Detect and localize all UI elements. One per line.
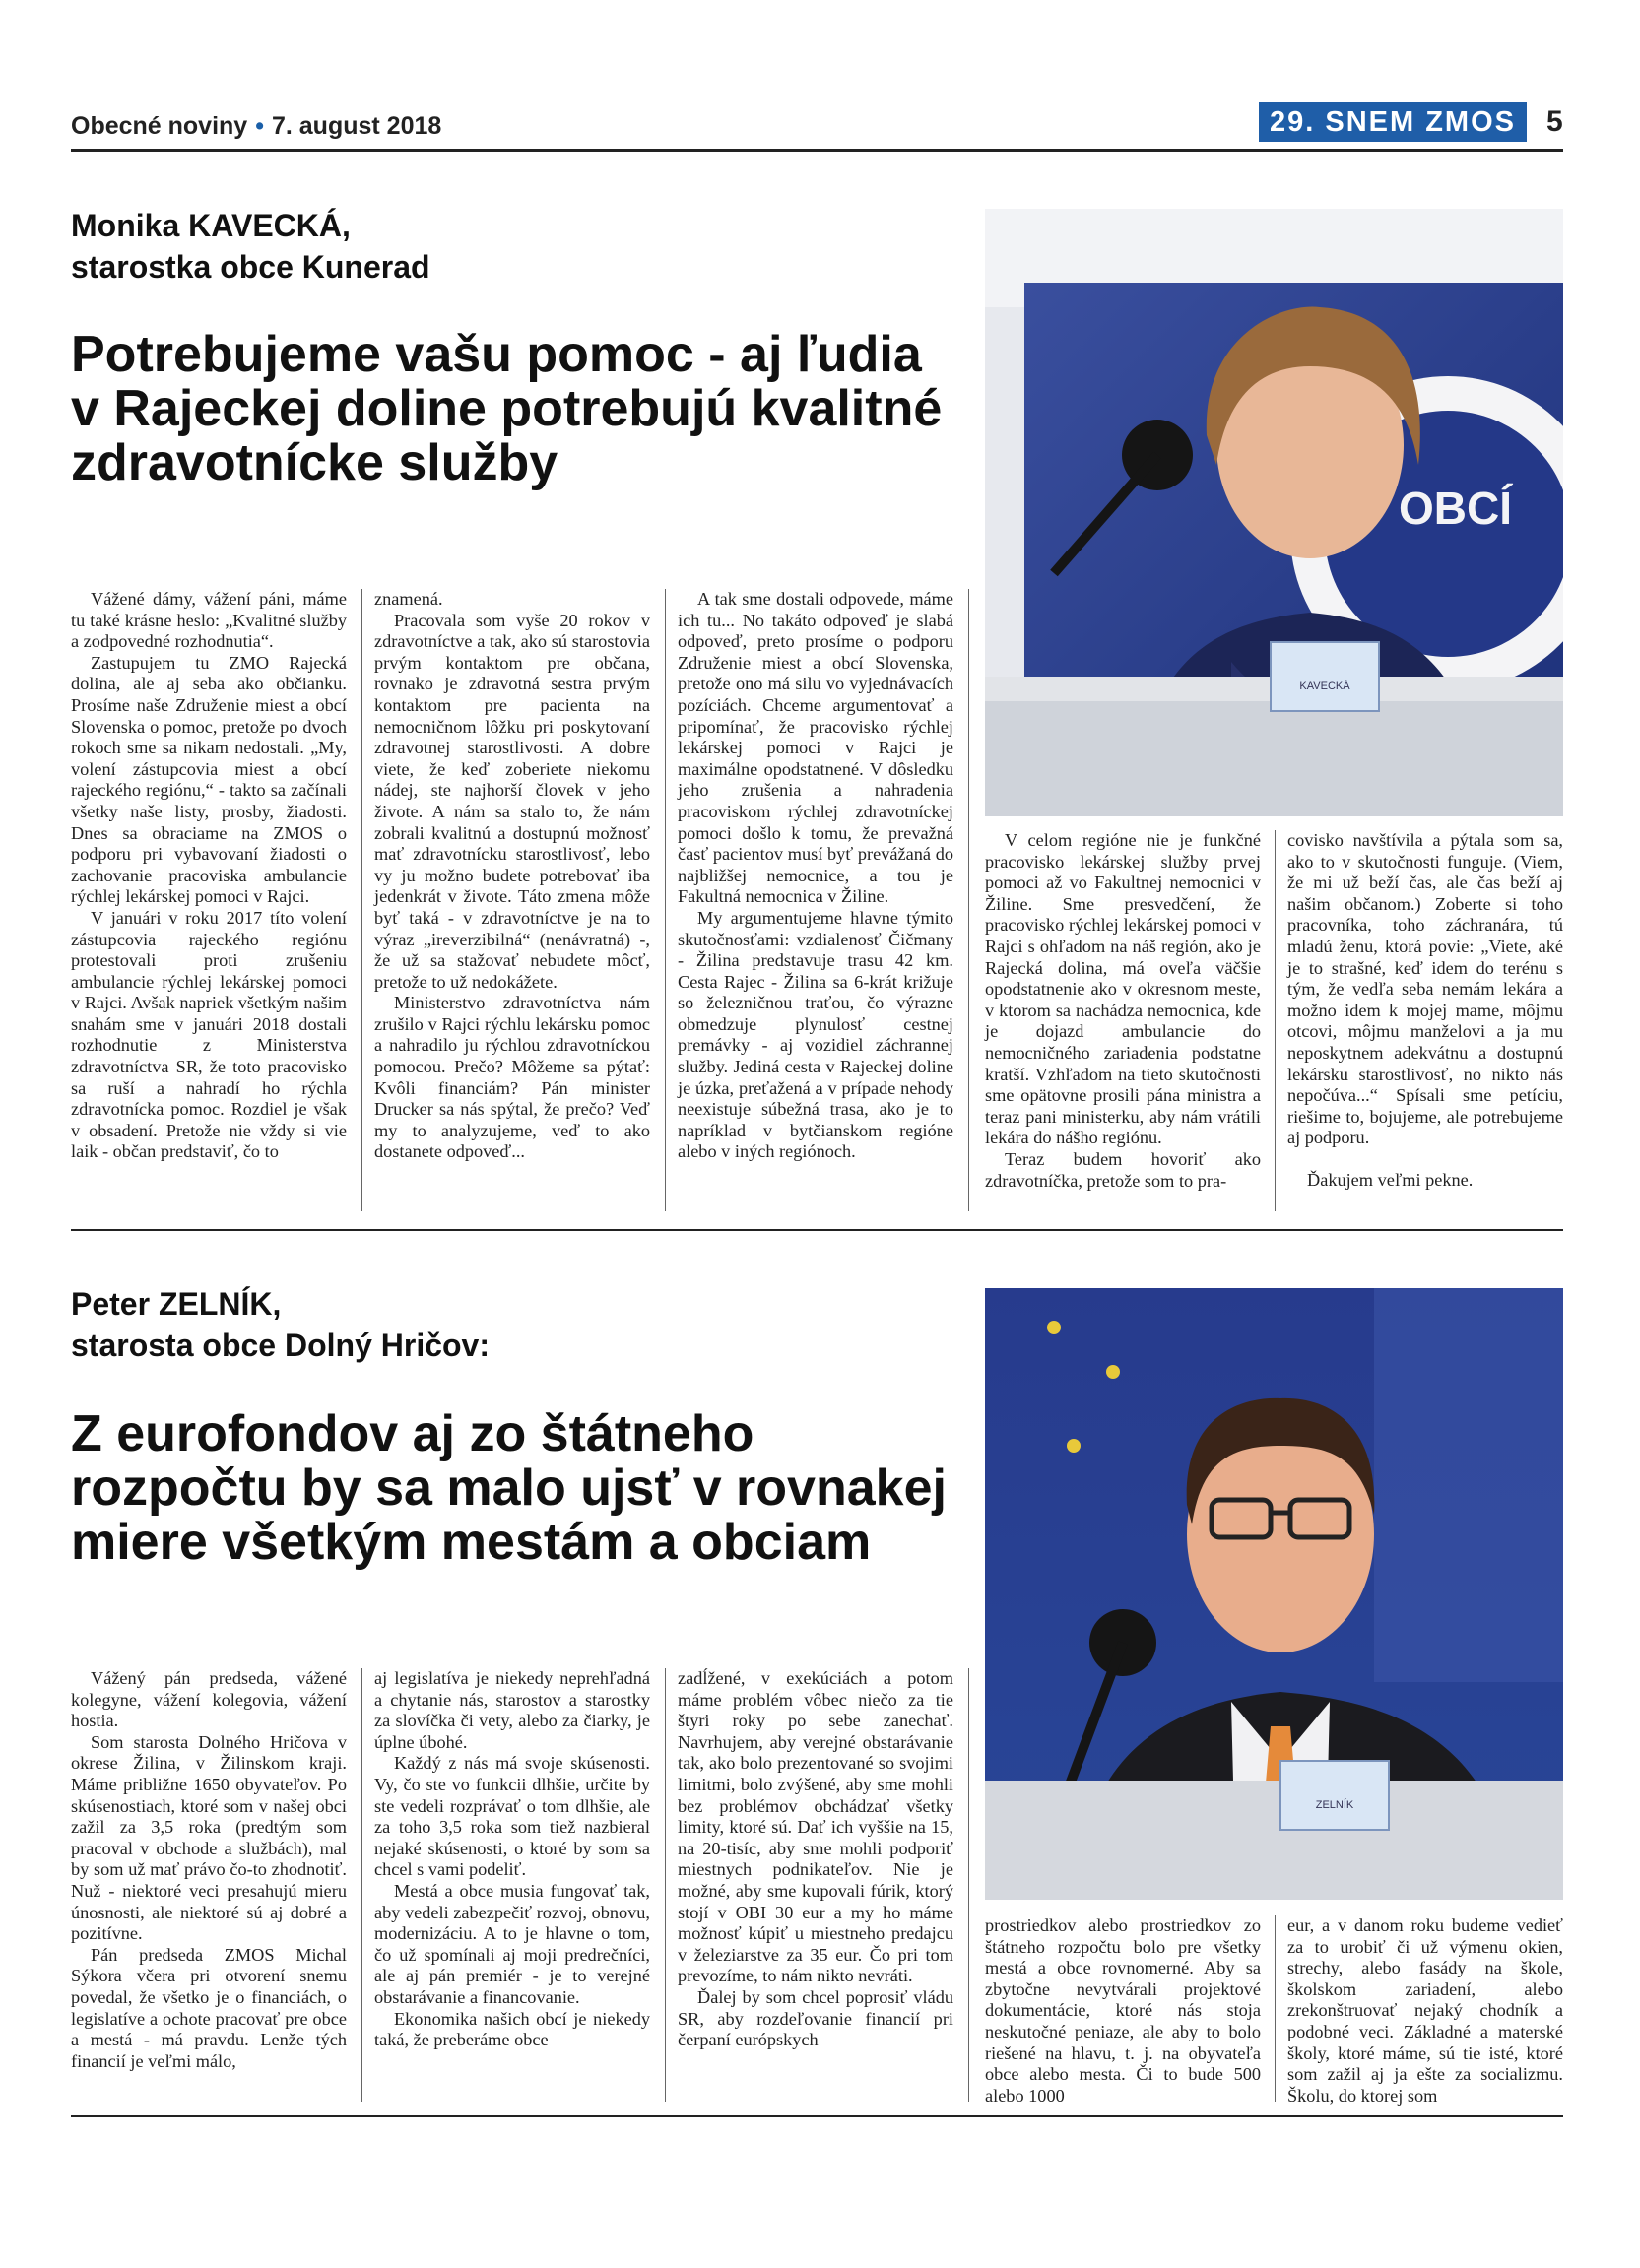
column-divider — [1275, 830, 1276, 1211]
article2-author — [71, 1283, 490, 1366]
article1-paragraph: V celom regióne nie je funkčné pracovisko lekárskej služby prvej pomoci až vo Fakultnej nemocnici v Žiline. Sme presvedčení, že pracovisko rýchlej lekárskej pomoci v Rajci s ohľadom na náš región, ako je Rajecká dolina, má oveľa väčšie opodstatnenie ako v okresnom meste, v ktorom sa nachádza nemocnica, kde je dojazd ambulancie do nemocničného zariadenia podstatne kratší. Vzhľadom na tieto skutočnosti sme opätovne prosili pána ministra a teraz pani ministerku, aby nám vrátili lekára do nášho regiónu. — [985, 830, 1261, 1148]
column-divider — [665, 589, 666, 1211]
article2-paragraph: Pán predseda ZMOS Michal Sýkora včera pri otvorení snemu povedal, že všetko je o financiách, o legislatíve a ochote pracovať pre obce a mestá - má pravdu. Lenže tých financií je veľmi málo, — [71, 1944, 347, 2071]
photo1-name-badge: KAVECKÁ — [1299, 680, 1350, 692]
page-header — [71, 112, 441, 141]
article2-paragraph: Každý z nás má svoje skúsenosti. Vy, čo ste vo funkcii dlhšie, určite by ste vedeli rozprávať o tom dlhšie, ale za toho 3,5 roka som tiež nazbieral nejaké skúsenosti, o ktoré by som sa chcel s vami podeliť. — [374, 1753, 650, 1880]
article2-paragraph: Vážený pán predseda, vážené kolegyne, vážení kolegovia, vážení hostia. — [71, 1668, 347, 1731]
article1-paragraph: znamená. — [374, 589, 443, 609]
article1-paragraph: Teraz budem hovoriť ako zdravotníčka, pretože som to pra- — [985, 1148, 1261, 1191]
article1-paragraph: Zastupujem tu ZMO Rajecká dolina, ale aj seba ako občianku. Prosíme naše Združenie miest a obcí Slovenska o pomoc, pretože po dvoch rokoch sme sa nikam nedostali. „My, volení zástupcovia miest a obcí rajeckého regiónu,“ - takto sa začínali všetky naše listy, prosby, žiadosti. Dnes sa obraciame na ZMOS o podporu pri vybavovaní žiadosti o zachovanie pracoviska ambulancie rýchlej lekárskej pomoci v Rajci. — [71, 652, 347, 907]
column-divider — [665, 1668, 666, 2102]
article1-headline: Potrebujeme vašu pomoc - aj ľudia v Rajeckej doline potrebujú kvalitné zdravotnícke služby — [71, 326, 943, 491]
article2-author-name: Peter ZELNÍK, — [71, 1286, 282, 1322]
svg-text:OBCÍ: OBCÍ — [1399, 483, 1512, 534]
article1-paragraph: covisko navštívila a pýtala som sa, ako to v skutočnosti funguje. (Viem, že mi už beží čas, ale čas beží aj našim občanom.) Zoberte si toho pracovníka, toho záchranára, tú mladú ženu, ktorá povie: „Viete, aké je to strašné, keď idem do terénu s tým, že vedľa seba nemám lekára a možno idem k mojej mame, môjmu otcovi, môjmu manželovi a ja mu neposkytnem adekvátnu a dostupnú lekársku starostlivosť, no nikto nás nepočúva...“ Spísali sme petíciu, riešime to, bojujeme, ale potrebujeme aj podporu. — [1287, 830, 1563, 1148]
issue-date: 7. august 2018 — [271, 112, 442, 140]
article2-paragraph: Som starosta Dolného Hričova v okrese Žilina, v Žilinskom kraji. Máme približne 1650 obyvateľov. Po skúsenostiach, ktoré som v našej obci zažil za 3,5 roka (predtým som pracoval v obchode a službách), mal by som už mať právo čo-to zhodnotiť. Nuž - niektoré veci presahujú mieru únosnosti, ale niektoré sú aj dobré a pozitívne. — [71, 1731, 347, 1944]
article1-paragraph: V januári v roku 2017 títo volení zástupcovia rajeckého regiónu protestovali proti zrušeniu ambulancie rýchlej lekárskej pomoci v Rajci. Avšak napriek všetkým našim snahám sme v januári 2018 dostali rozhodnutie z Ministerstva zdravotníctva SR, že toto pracovisko sa ruší a nahradí ho rýchla zdravotnícka pomoc. Rozdiel je však v obsadení. Pretože nie vždy si vie laik - občan predstaviť, čo to — [71, 907, 347, 1162]
article1-paragraph: Pracovala som vyše 20 rokov v zdravotníctve a tak, ako sú starostovia prvým kontaktom pre občana, rovnako je zdravotná sestra prvým kontaktom pre pacienta na nemocničnom lôžku pri poskytovaní zdravotnej starostlivosti. A dobre viete, že keď zoberiete niekomu nádej, ste najhorší človek v jeho živote. A nám sa stalo to, že nám zobrali kvalitnú a dostupnú možnosť mať zdravotnícku starostlivosť, lebo vy ju možno budete potrebovať iba jedenkrát v živote. Táto zmena môže byť taká - v zdravotníctve je na to výraz „ireverzibilná“ (nenávratná) -, že už sa stažovať nebudete môcť, pretože to už nedokážete. — [374, 610, 650, 992]
article2-author-role: starosta obce Dolný Hričov: — [71, 1328, 490, 1363]
article2-paragraph: Ekonomika našich obcí je niekedy taká, že preberáme obce — [374, 2008, 650, 2050]
article1-paragraph: My argumentujeme hlavne týmito skutočnosťami: vzdialenosť Čičmany - Žilina predstavuje trasu 42 km. Cesta Rajec - Žilina sa 6-krát križuje so železničnou traťou, čo výrazne obmedzuje plynulosť cestnej premávky - aj vozidiel záchrannej služby. Jediná cesta v Rajeckej doline je úzka, preťažená a v prípade nehody neexistuje súbežná trasa, ako je to napríklad v bytčianskom regióne alebo v iných regiónoch. — [678, 907, 953, 1162]
article2-paragraph: Ďalej by som chcel poprosiť vládu SR, aby rozdeľovanie financií pri čerpaní európskych — [678, 1986, 953, 2050]
article2-paragraph: Mestá a obce musia fungovať tak, aby vedeli zabezpečiť rozvoj, obnovu, modernizáciu. A to je hlavne o tom, čo už spomínali aj moji predrečníci, ale aj pán premiér - je to verejné obstarávanie a financovanie. — [374, 1880, 650, 2007]
article1-column-1 — [71, 589, 347, 1163]
column-divider — [968, 589, 969, 1211]
column-divider — [1275, 1915, 1276, 2102]
header-separator: • — [255, 112, 264, 140]
article1-column-5 — [1287, 830, 1563, 1192]
article1-column-3 — [678, 589, 953, 1163]
header-rule — [71, 149, 1563, 152]
article2-paragraph: eur, a v danom roku budeme vedieť za to urobiť či už výmenu okien, strechy, alebo fasády na škole, školskom zariadení, alebo zrekonštruovať nejaký chodník a podobné veci. Základné a materské školy, ktoré máme, sú tie isté, ktoré som zažil aj ja ešte za socializmu. Školu, do ktorej som — [1287, 1915, 1563, 2106]
article2-paragraph: prostriedkov alebo prostriedkov zo štátneho rozpočtu bolo pre všetky mestá a obce rovnomerné. Aby sa zbytočne nevytvárali projektové dokumentácie, ktoré nás stoja neskutočné peniaze, ale aby to bolo riešené na hlavu, t. j. na obyvateľa obce alebo mesta. Či to bude 500 alebo 1000 — [985, 1915, 1261, 2106]
article2-headline: Z eurofondov aj zo štátneho rozpočtu by sa malo ujsť v rovnakej miere všetkým mestám a obciam — [71, 1405, 947, 1571]
footer-rule — [71, 2115, 1563, 2117]
article2-column-5 — [1287, 1915, 1563, 2106]
speaker-woman-image — [985, 209, 1563, 816]
article-separator — [71, 1229, 1563, 1231]
column-divider — [968, 1668, 969, 2102]
article2-column-2 — [374, 1668, 650, 2051]
speaker-man-image — [985, 1288, 1563, 1900]
photo2-name-badge: ZELNÍK — [1315, 1799, 1354, 1811]
article1-paragraph: Vážené dámy, vážení páni, máme tu také krásne heslo: „Kvalitné služby a zodpovedné rozhodnutia“. — [71, 589, 347, 652]
column-divider — [361, 1668, 362, 2102]
article1-spacer — [1287, 1149, 1563, 1170]
article1-closing: Ďakujem veľmi pekne. — [1307, 1169, 1474, 1190]
article2-column-3 — [678, 1668, 953, 2051]
section-tag: 29. SNEM ZMOS — [1259, 102, 1527, 142]
article2-column-4 — [985, 1915, 1261, 2106]
article2-paragraph: aj legislatíva je niekedy neprehľadná a chytanie nás, starostov a starostky za slovíčka či vety, alebo za čiarky, je úplne úbohé. — [374, 1668, 650, 1752]
article2-column-1 — [71, 1668, 347, 2072]
article2-paragraph: zadĺžené, v exekúciách a potom máme problém vôbec niečo za tie štyri roky po sebe zanechať. Navrhujem, aby verejné obstarávanie tak, ako bolo prezentované so svojimi limitmi, bolo zvýšené, aby sme mohli bez problémov obchádzať všetky limity, ktoré sú. Dať ich vyššie na 15, na 20-tisíc, aby sme mohli podporiť miestnych podnikateľov. Nie je možné, aby sme kupovali fúrik, ktorý stojí v OBI 30 eur a my ho máme možnosť kúpiť u miestneho predajcu v železiarstve za 35 eur. Čo pri tom prevozíme, to nám nikto nevráti. — [678, 1668, 953, 1986]
page-number: 5 — [1546, 105, 1563, 138]
article1-paragraph: Ministerstvo zdravotníctva nám zrušilo v Rajci rýchlu lekársku pomoc a nahradilo ju rýchlou zdravotníckou pomocou. Prečo? Môžeme sa pýtať: Kvôli financiám? Pán minister Drucker sa nás spýtal, že prečo? Veď my to analyzujeme, veď to ako dostanete odpoveď... — [374, 993, 650, 1162]
article1-column-4 — [985, 830, 1261, 1192]
article1-column-2 — [374, 589, 650, 1163]
article1-author-name: Monika KAVECKÁ, — [71, 208, 351, 243]
article1-author-role: starostka obce Kunerad — [71, 249, 430, 285]
publication-name: Obecné noviny — [71, 112, 248, 140]
article1-author — [71, 205, 430, 288]
column-divider — [361, 589, 362, 1211]
speaker-woman-photo — [985, 209, 1563, 816]
speaker-man-photo — [985, 1288, 1563, 1900]
article1-paragraph: A tak sme dostali odpovede, máme ich tu... No takáto odpoveď je slabá odpoveď, preto prosíme o podporu Združenie miest a obcí Slovenska, pretože ono má silu vo vyjednávacích pozíciách. Chceme argumentovať a pripomínať, že pracovisko rýchlej lekárskej pomoci v Rajci je maximálne opodstatnené. V dôsledku jeho zrušenia a nahradenia pracoviskom rýchlej zdravotníckej pomoci došlo k tomu, že prevažná časť pacientov musí byť prevážaná do najbližšej nemocnice, a tou je Fakultná nemocnica v Žiline. — [678, 589, 953, 907]
